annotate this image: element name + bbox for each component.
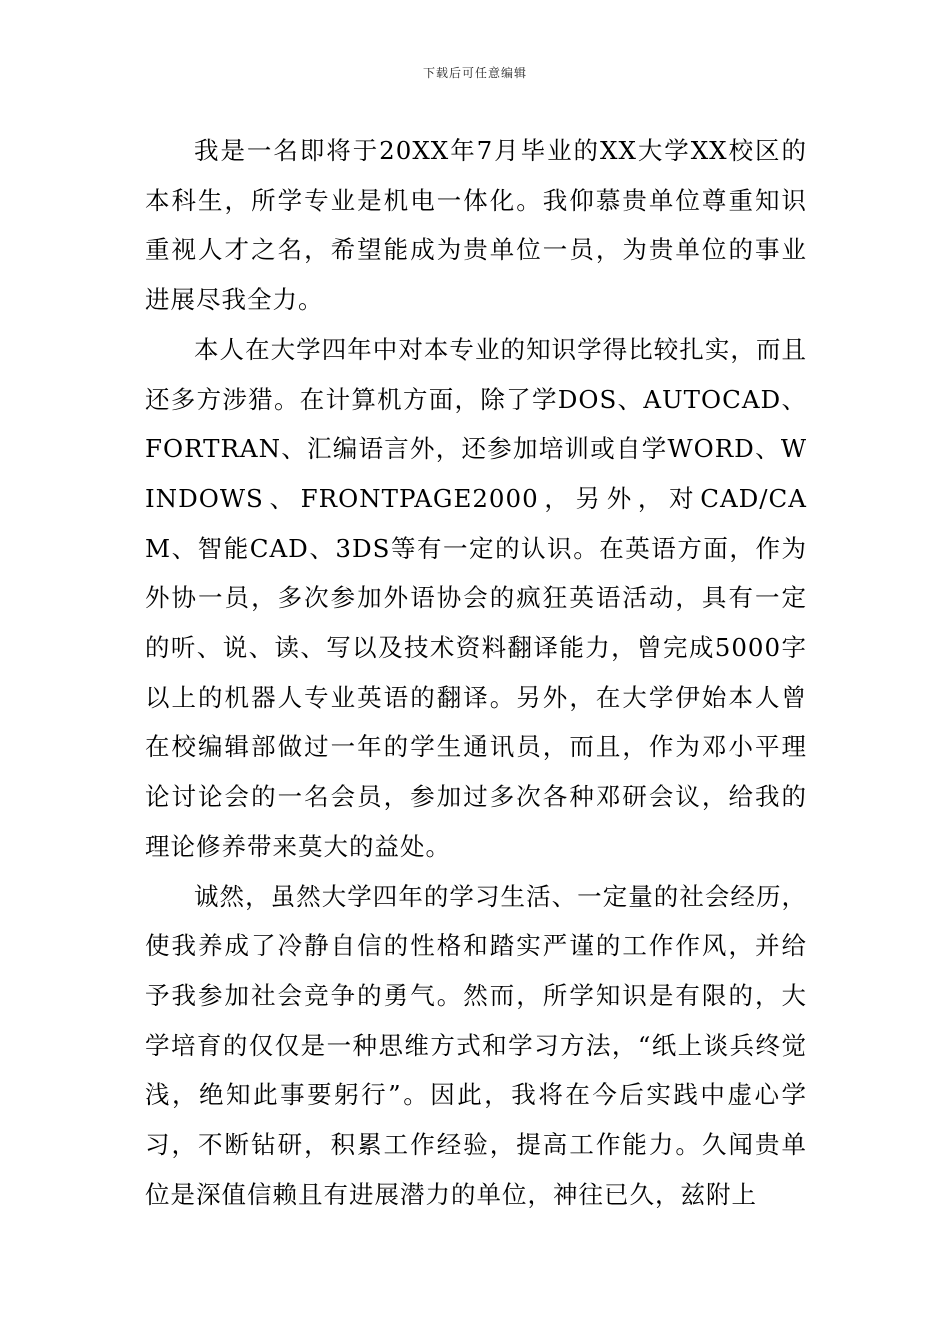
- paragraph-closing: 诚然，虽然大学四年的学习生活、一定量的社会经历，使我养成了冷静自信的性格和踏实严谨的工作作风，并给予我参加社会竞争的勇气。然而，所学知识是有限的，大学培育的仅仅是一种思维方式和学习方法，“纸上谈兵终觉浅，绝知此事要躬行”。因此，我将在今后实践中虚心学习，不断钻研，积累工作经验，提高工作能力。久闻贵单位是深值信赖且有进展潜力的单位，神往已久，兹附上: [145, 881, 807, 1209]
- paragraph-skills: 本人在大学四年中对本专业的知识学得比较扎实，而且还多方涉猎。在计算机方面，除了学DOS、AUTOCAD、FORTRAN、汇编语言外，还参加培训或自学WORD、WINDOWS、FRONTPAGE2000，另外，对CAD/CAM、智能CAD、3DS等有一定的认识。在英语方面，作为外协一员，多次参加外语协会的疯狂英语活动，具有一定的听、说、读、写以及技术资料翻译能力，曾完成5000字以上的机器人专业英语的翻译。另外，在大学伊始本人曾在校编辑部做过一年的学生通讯员，而且，作为邓小平理论讨论会的一名会员，参加过多次各种邓研会议，给我的理论修养带来莫大的益处。: [145, 334, 807, 861]
- page-header: 下载后可任意编辑: [422, 66, 527, 80]
- paragraph-introduction: 我是一名即将于20XX年7月毕业的XX大学XX校区的本科生，所学专业是机电一体化。我仰慕贵单位尊重知识重视人才之名，希望能成为贵单位一员，为贵单位的事业进展尽我全力。: [145, 136, 807, 315]
- document-body: [145, 126, 807, 1219]
